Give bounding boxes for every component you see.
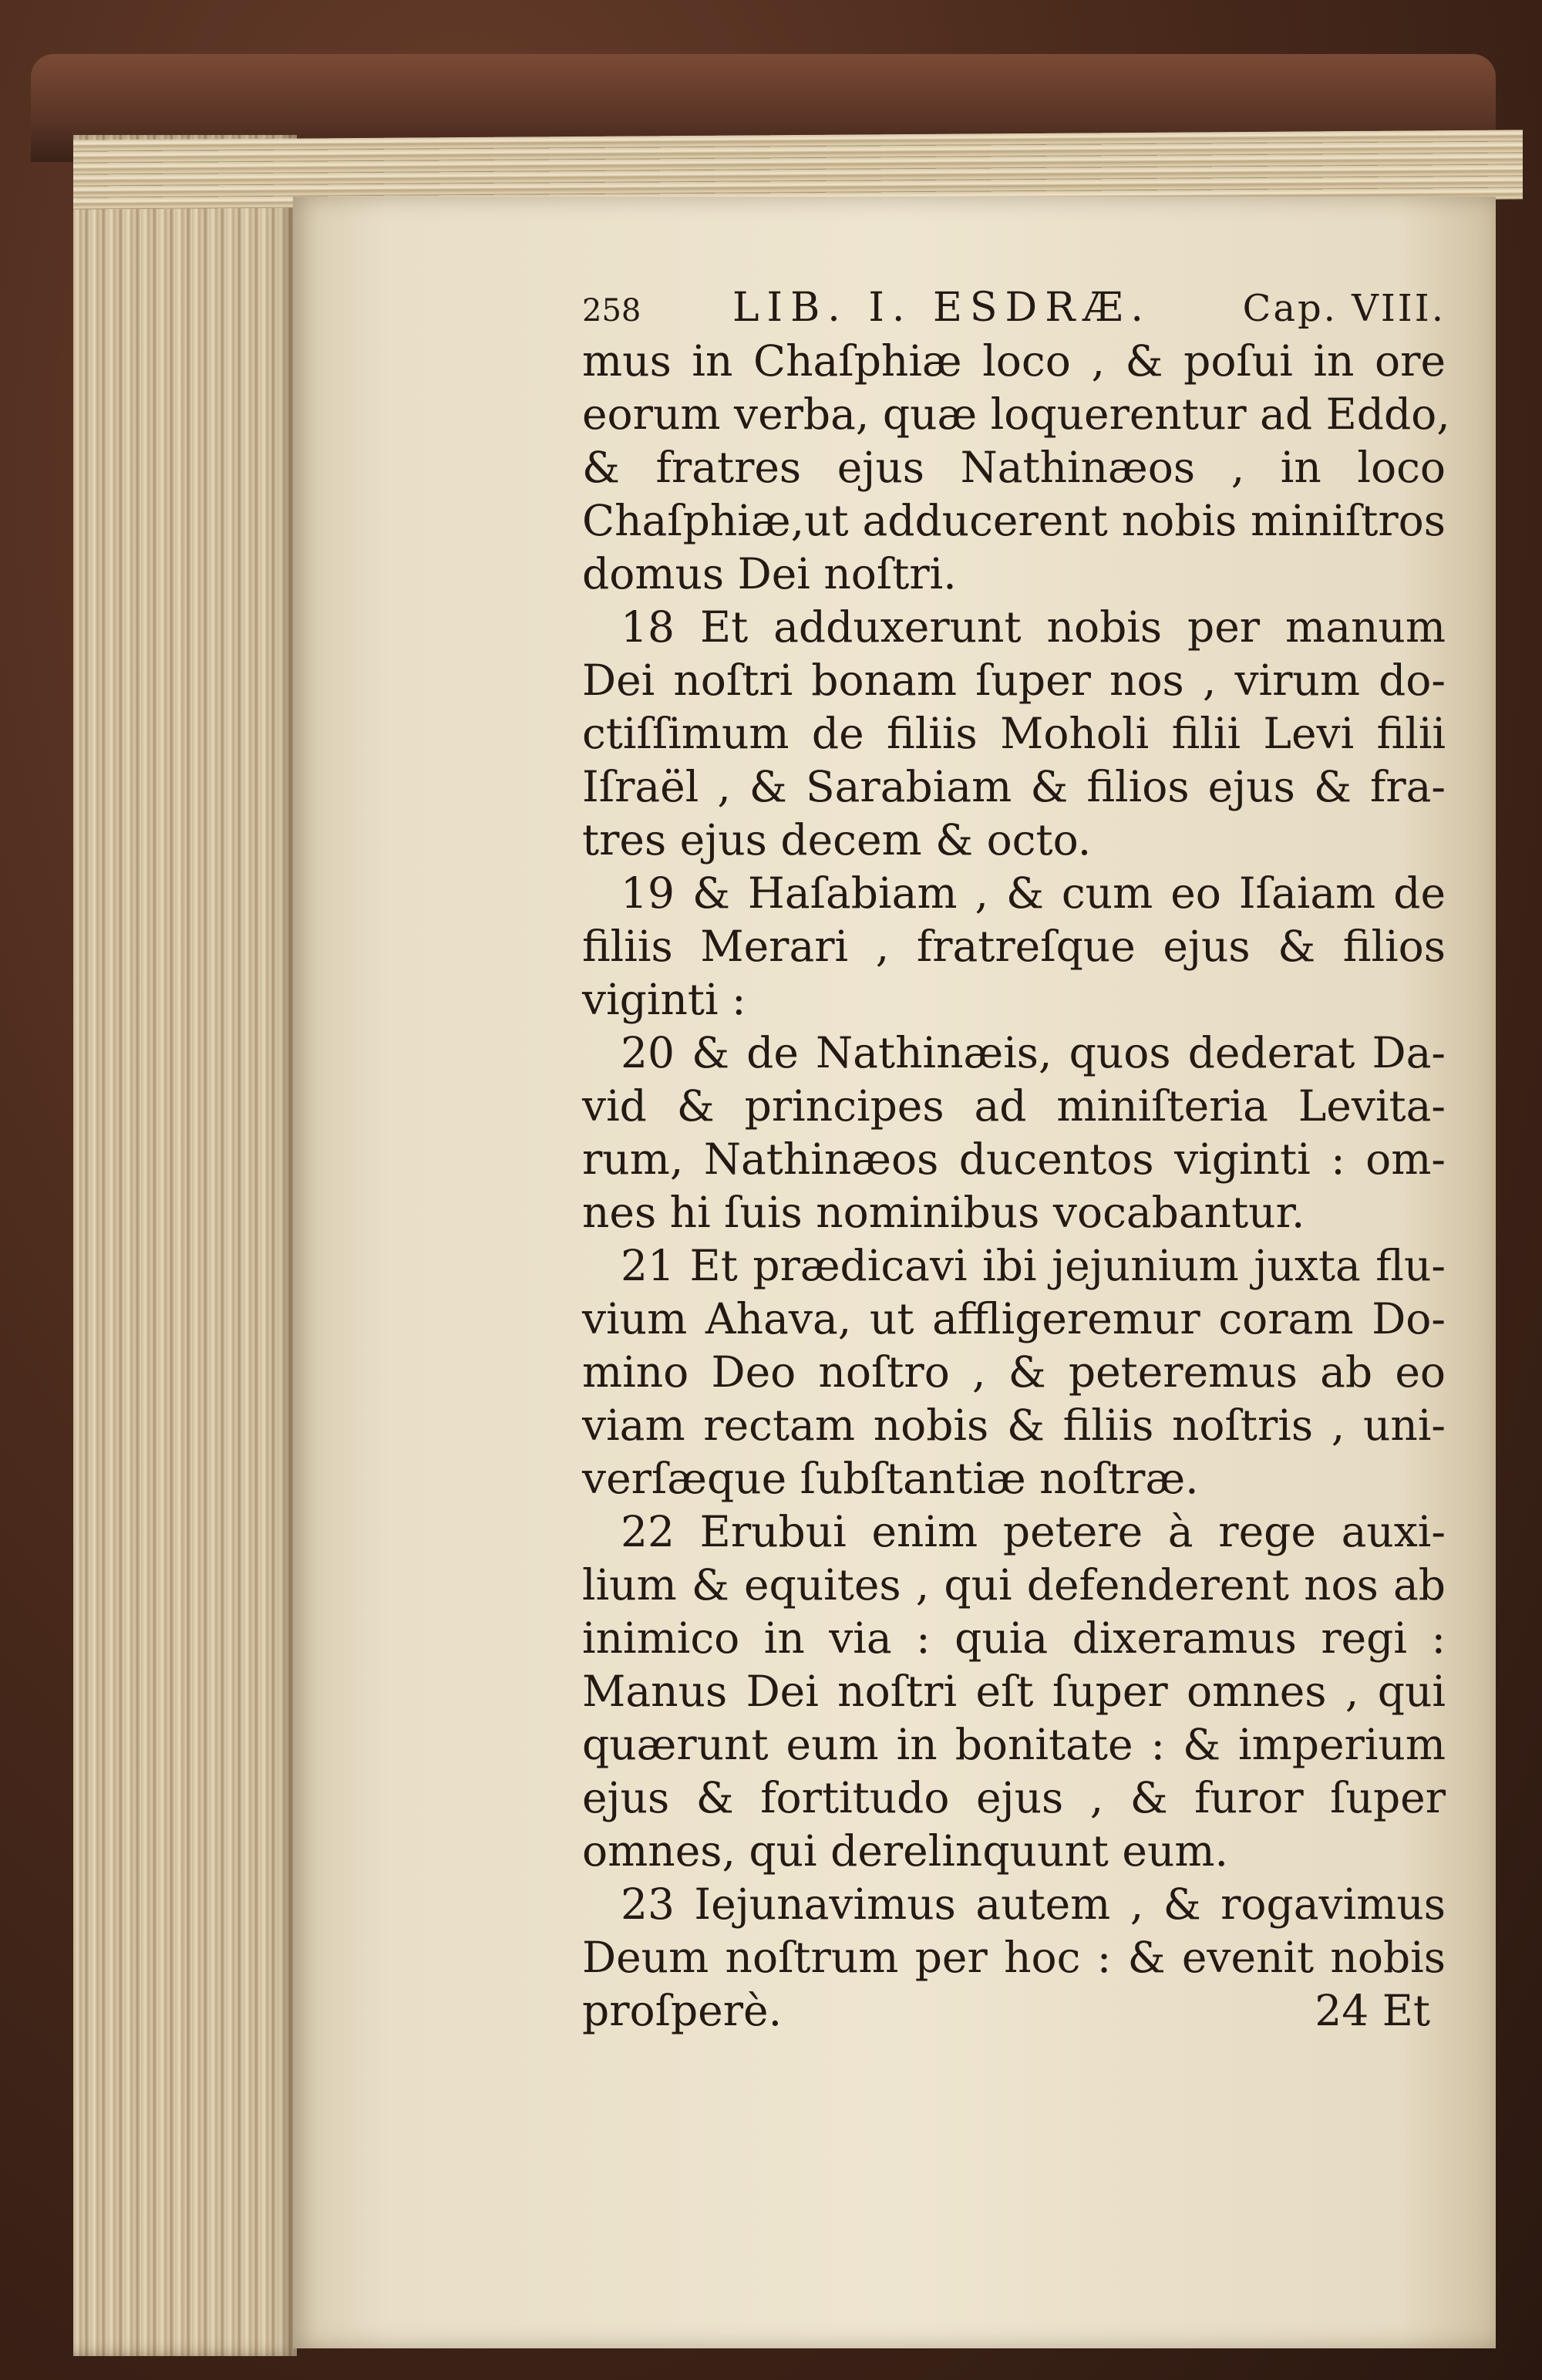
text-line: Iſraël , & Sarabiam & filios ejus & fra- — [582, 762, 1446, 811]
page-number: 258 — [582, 293, 641, 329]
text-line: 20 & de Nathinæis, quos dederat Da- — [621, 1028, 1446, 1077]
text-line: Dei noſtri bonam ſuper nos , virum do- — [582, 656, 1446, 705]
text-line: domus Dei noſtri. — [582, 549, 957, 598]
text-line: eorum verba, quæ loquerentur ad Eddo, — [582, 389, 1450, 439]
text-line: filiis Merari , fratreſque ejus & filios — [582, 922, 1446, 971]
body-lines — [582, 335, 1450, 1984]
text-line: vium Ahava, ut affligeremur coram Do- — [582, 1294, 1446, 1343]
text-line: viginti : — [582, 975, 746, 1024]
text-line: mino Deo noſtro , & peteremus ab eo — [582, 1347, 1446, 1397]
text-line: verſæque ſubſtantiæ noſtræ. — [582, 1454, 1199, 1503]
text-line: 19 & Haſabiam , & cum eo Iſaiam de — [621, 868, 1446, 918]
text-line: Deum noſtrum per hoc : & evenit nobis — [582, 1933, 1446, 1982]
text-line: inimico in via : quia dixeramus regi : — [582, 1613, 1446, 1663]
text-line: rum, Nathinæos ducentos viginti : om- — [582, 1134, 1446, 1184]
final-line-text: proſperè. — [582, 1986, 783, 2035]
running-title: LIB. I. ESDRÆ. — [732, 285, 1151, 331]
text-line: & fratres ejus Nathinæos , in loco — [582, 443, 1446, 492]
text-line: tres ejus decem & octo. — [582, 815, 1092, 865]
text-line: Chaſphiæ,ut adducerent nobis miniſtros — [582, 496, 1446, 545]
text-line: Manus Dei noſtri eſt ſuper omnes , qui — [582, 1667, 1446, 1716]
text-line: quærunt eum in bonitate : & imperium — [582, 1720, 1446, 1769]
text-line: vid & principes ad miniſteria Levita- — [582, 1081, 1446, 1131]
text-line: 18 Et adduxerunt nobis per manum — [621, 602, 1446, 652]
text-line: nes hi ſuis nominibus vocabantur. — [582, 1188, 1305, 1237]
text-line: 21 Et prædicavi ibi jejunium juxta flu- — [621, 1241, 1446, 1290]
page-edges — [73, 135, 297, 2356]
text-line: lium & equites , qui defenderent nos ab — [582, 1560, 1446, 1610]
text-line: 22 Erubui enim petere à rege auxi- — [621, 1507, 1446, 1556]
text-line: omnes, qui derelinquunt eum. — [582, 1826, 1228, 1876]
catchword: 24 Et — [1315, 1986, 1430, 2035]
text-line: ctiſſimum de filiis Moholi filii Levi filii — [582, 709, 1446, 758]
final-line — [582, 1984, 1446, 2038]
running-header — [582, 281, 1446, 335]
text-line: viam rectam nobis & filiis noſtris , uni- — [582, 1401, 1446, 1450]
page-text — [582, 281, 1450, 2038]
text-line: ejus & fortitudo ejus , & furor ſuper — [582, 1773, 1446, 1822]
text-line: mus in Chaſphiæ loco , & poſui in ore — [582, 336, 1446, 386]
chapter-label: Cap. VIII. — [1242, 287, 1446, 330]
text-line: 23 Iejunavimus autem , & rogavimus — [621, 1879, 1446, 1929]
